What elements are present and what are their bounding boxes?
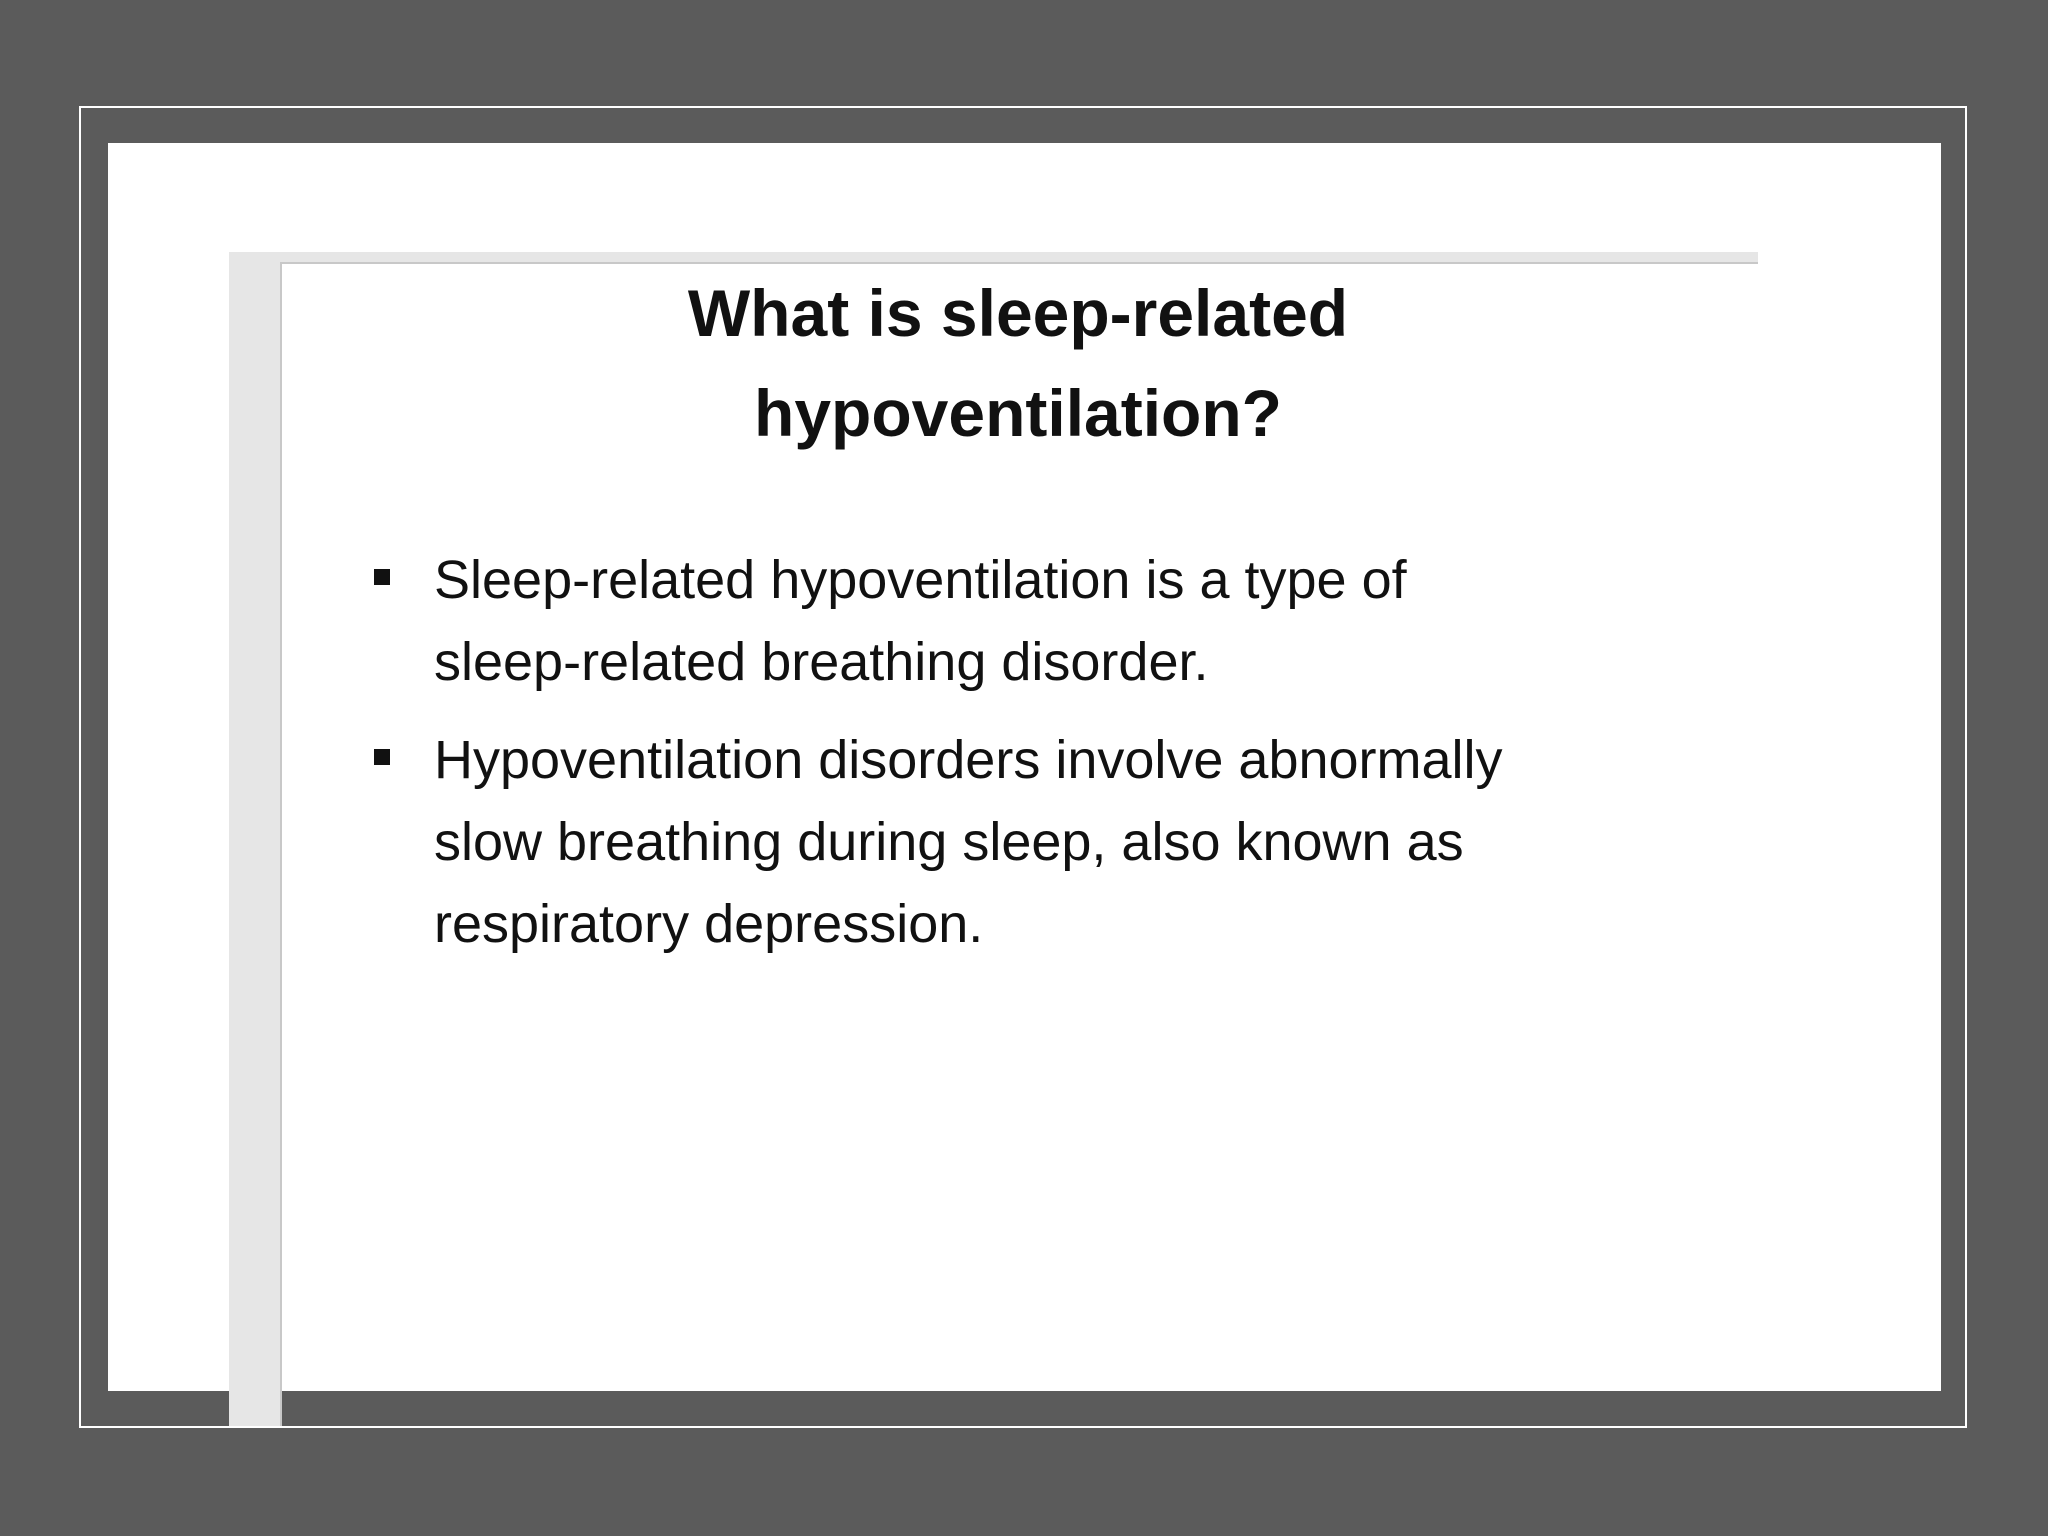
bullet-item [374,539,1754,703]
square-bullet-icon [374,569,390,585]
bullet-line: slow breathing during sleep, also known as [434,812,1464,872]
slide-accent-bar-top [229,252,1758,262]
bullet-line: Hypoventilation disorders involve abnormally [434,730,1503,790]
slide-title [368,263,1668,463]
bullet-line: Sleep-related hypoventilation is a type of [434,550,1407,610]
slide-title-line: What is sleep-related [687,276,1349,350]
slide-title-line: hypoventilation? [754,376,1282,450]
bullet-line: respiratory depression. [434,894,984,954]
bullet-line: sleep-related breathing disorder. [434,632,1209,692]
slide [108,143,1941,1391]
slide-accent-bar-left [229,252,280,1426]
bullet-item [374,719,1754,965]
slide-accent-line-left [280,262,282,1426]
square-bullet-icon [374,749,390,765]
bullet-list [374,539,1754,981]
